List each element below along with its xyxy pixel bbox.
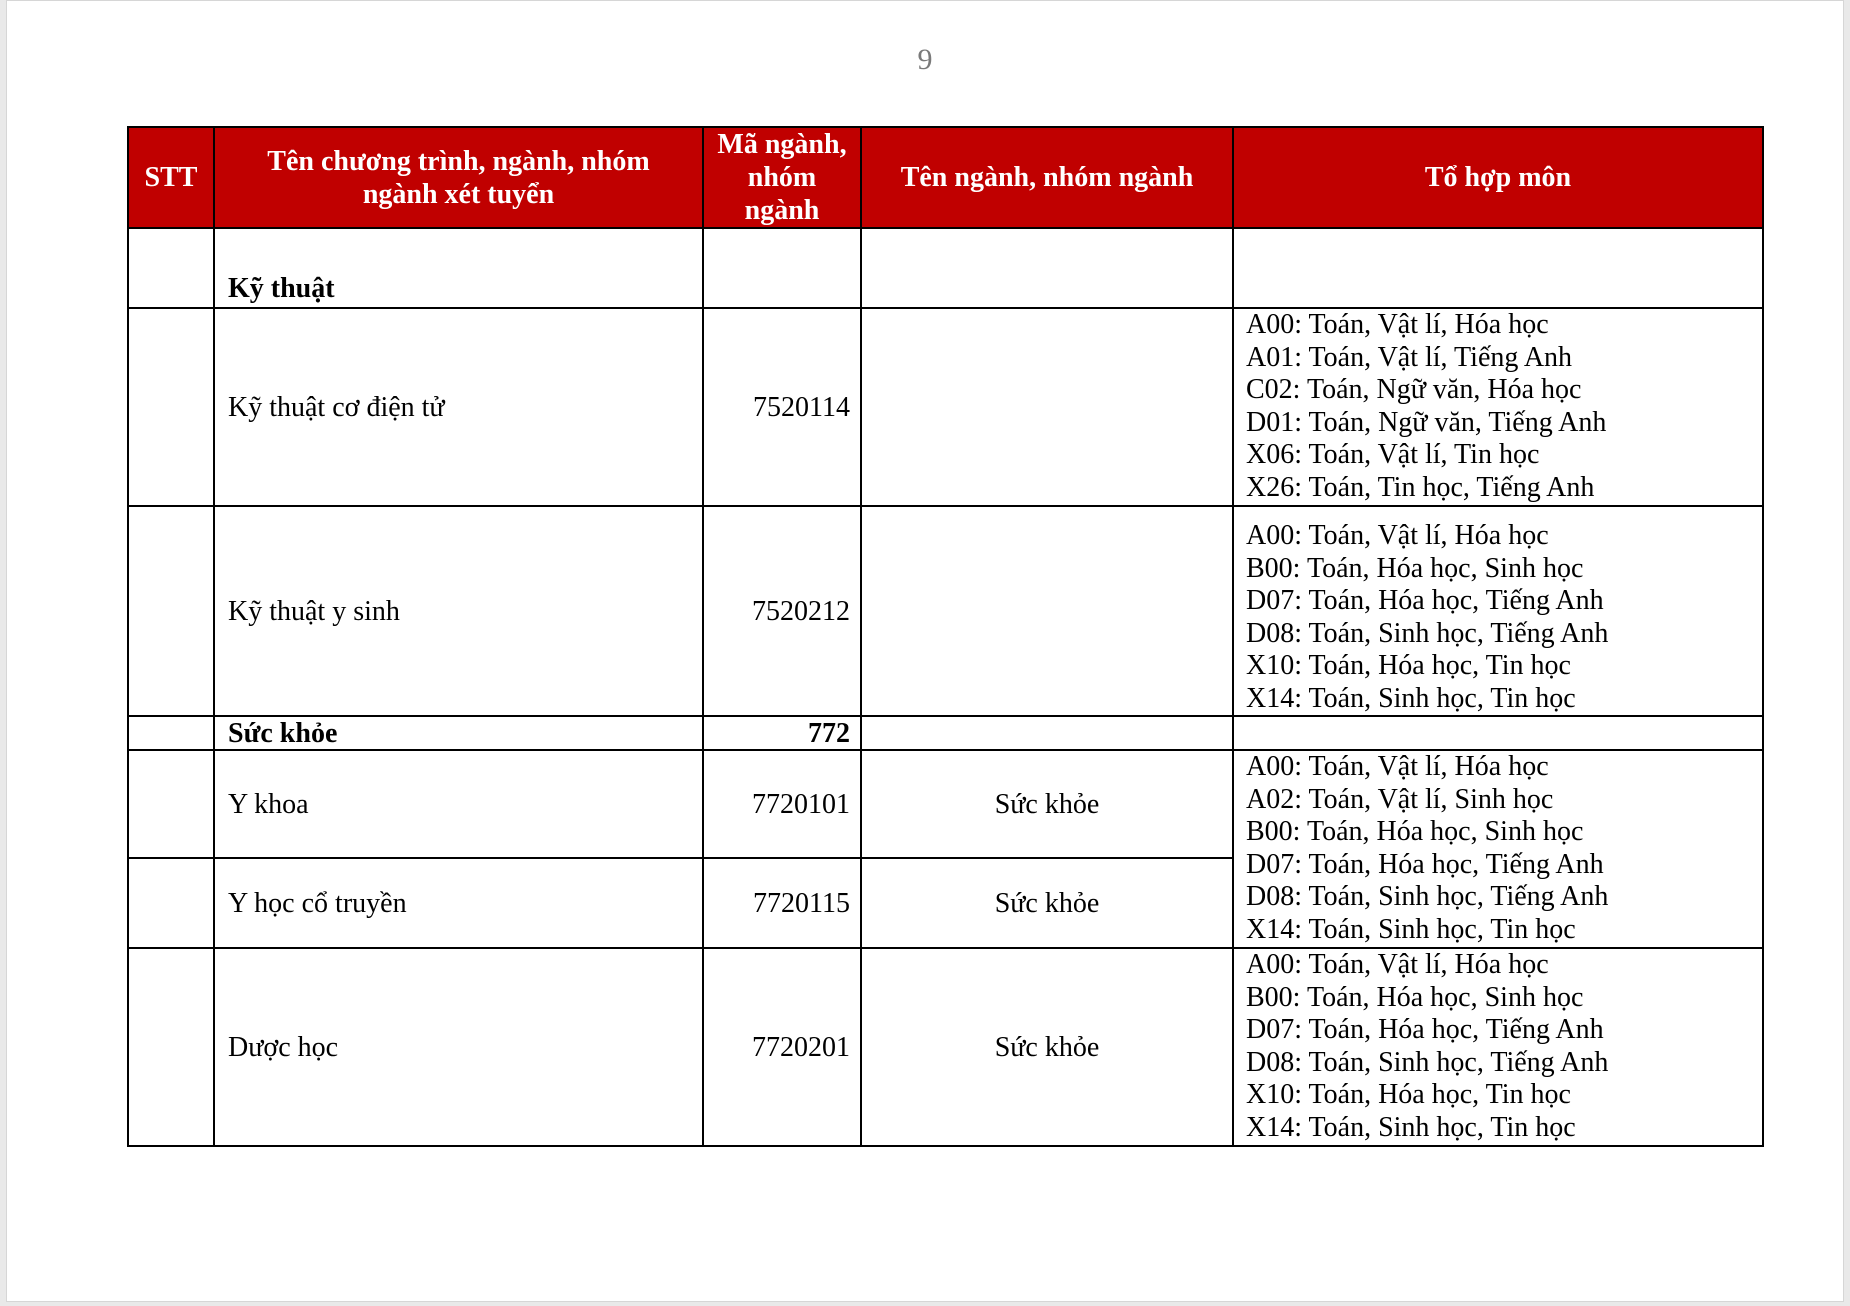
combination-item: A02: Toán, Vật lí, Sinh học: [1246, 783, 1554, 815]
group-cell: [861, 506, 1233, 716]
code-cell: [703, 228, 861, 308]
combinations-cell: [1233, 750, 1763, 948]
stt-cell: [128, 506, 214, 716]
section-code: 772: [703, 716, 861, 750]
section-row-health: [128, 716, 1763, 750]
combination-item: A00: Toán, Vật lí, Hóa học: [1246, 751, 1549, 782]
combinations-cell: [1233, 948, 1763, 1146]
combination-item: B00: Toán, Hóa học, Sinh học: [1246, 981, 1584, 1013]
combination-item: D01: Toán, Ngữ văn, Tiếng Anh: [1246, 406, 1607, 438]
page-number: 9: [917, 43, 933, 76]
program-code: 7720201: [703, 948, 861, 1146]
program-name: Y khoa: [214, 750, 703, 858]
program-name: Kỹ thuật cơ điện tử: [214, 308, 703, 506]
combinations-cell: [1233, 228, 1763, 308]
program-code: 7720101: [703, 750, 861, 858]
stt-cell: [128, 308, 214, 506]
combination-item: D07: Toán, Hóa học, Tiếng Anh: [1246, 1014, 1604, 1045]
combination-item: D07: Toán, Hóa học, Tiếng Anh: [1246, 585, 1604, 616]
program-group: Sức khỏe: [861, 858, 1233, 948]
program-name: Y học cổ truyền: [214, 858, 703, 948]
combination-item: B00: Toán, Hóa học, Sinh học: [1246, 816, 1584, 847]
combination-item: X10: Toán, Hóa học, Tin học: [1246, 650, 1571, 681]
combination-item: D08: Toán, Sinh học, Tiếng Anh: [1246, 1046, 1609, 1078]
table-row-biomedical: [128, 506, 1763, 716]
admission-table: [127, 126, 1764, 1147]
header-stt: STT: [128, 127, 214, 228]
combination-item: A00: Toán, Vật lí, Hóa học: [1246, 949, 1549, 980]
combination-item: X14: Toán, Sinh học, Tin học: [1246, 682, 1576, 714]
group-cell: [861, 716, 1233, 750]
header-group: Tên ngành, nhóm ngành: [861, 127, 1233, 228]
header-combinations: Tổ hợp môn: [1233, 127, 1763, 228]
combination-item: A00: Toán, Vật lí, Hóa học: [1246, 520, 1549, 551]
combination-item: A01: Toán, Vật lí, Tiếng Anh: [1246, 341, 1573, 373]
group-cell: [861, 308, 1233, 506]
table-row-pharmacy: [128, 948, 1763, 1146]
stt-cell: [128, 228, 214, 308]
combinations-cell: [1233, 716, 1763, 750]
combination-item: X10: Toán, Hóa học, Tin học: [1246, 1079, 1571, 1110]
program-name: Dược học: [214, 948, 703, 1146]
section-row-engineering: [128, 228, 1763, 308]
group-cell: [861, 228, 1233, 308]
combination-item: B00: Toán, Hóa học, Sinh học: [1246, 552, 1584, 584]
program-code: 7720115: [703, 858, 861, 948]
stt-cell: [128, 716, 214, 750]
combination-item: X26: Toán, Tin học, Tiếng Anh: [1246, 471, 1595, 503]
combinations-cell: [1233, 308, 1763, 506]
table-header-row: [128, 127, 1763, 228]
combination-item: D08: Toán, Sinh học, Tiếng Anh: [1246, 881, 1609, 912]
program-name: Kỹ thuật y sinh: [214, 506, 703, 716]
table-row-mechatronics: [128, 308, 1763, 506]
program-group: Sức khỏe: [861, 948, 1233, 1146]
combination-item: D07: Toán, Hóa học, Tiếng Anh: [1246, 848, 1604, 880]
stt-cell: [128, 750, 214, 858]
combination-item: X14: Toán, Sinh học, Tin học: [1246, 1111, 1576, 1143]
program-code: 7520212: [703, 506, 861, 716]
combination-item: X06: Toán, Vật lí, Tin học: [1246, 439, 1540, 470]
document-page: [6, 0, 1844, 1302]
program-group: Sức khỏe: [861, 750, 1233, 858]
combination-item: D08: Toán, Sinh học, Tiếng Anh: [1246, 617, 1609, 649]
combination-item: C02: Toán, Ngữ văn, Hóa học: [1246, 374, 1582, 405]
section-name: Sức khỏe: [214, 716, 703, 750]
combinations-cell: [1233, 506, 1763, 716]
header-program: Tên chương trình, ngành, nhóm ngành xét tuyển: [214, 127, 703, 228]
section-name: Kỹ thuật: [214, 228, 703, 308]
program-code: 7520114: [703, 308, 861, 506]
combination-item: A00: Toán, Vật lí, Hóa học: [1246, 309, 1549, 340]
stt-cell: [128, 948, 214, 1146]
combination-item: X14: Toán, Sinh học, Tin học: [1246, 913, 1576, 945]
stt-cell: [128, 858, 214, 948]
table-row-medicine: [128, 750, 1763, 858]
header-code: Mã ngành, nhóm ngành: [703, 127, 861, 228]
